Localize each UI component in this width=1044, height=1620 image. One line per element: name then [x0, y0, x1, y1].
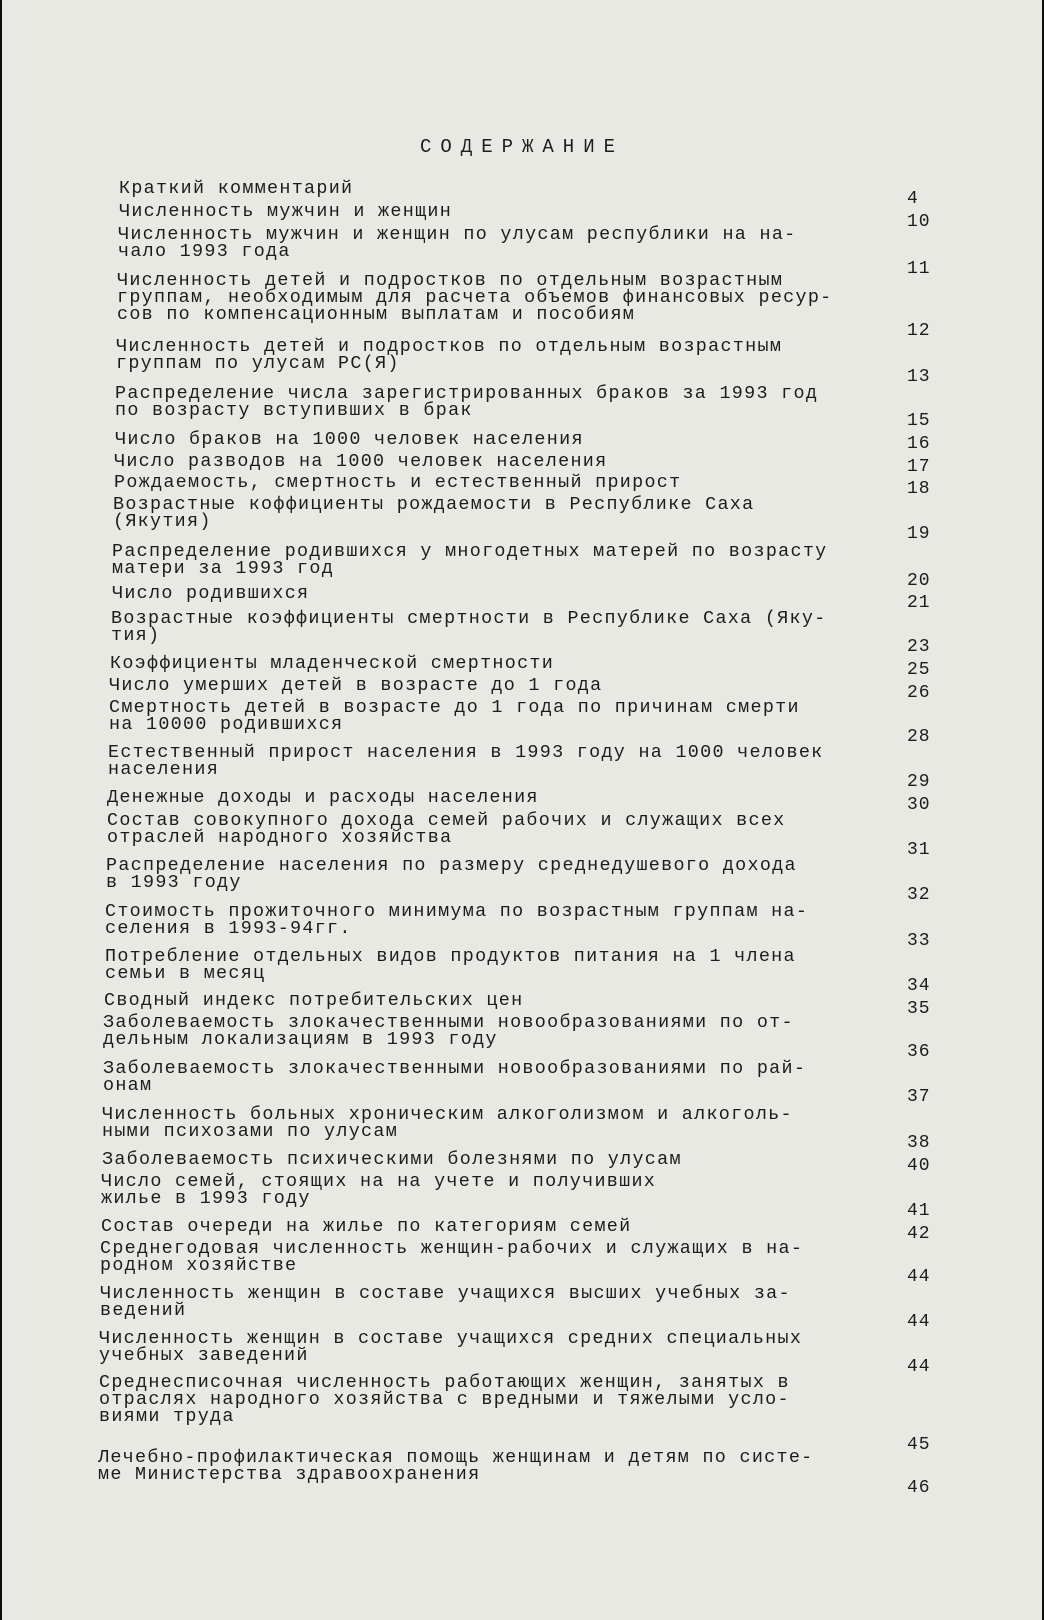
toc-entry-title: Состав очереди на жилье по категориям семей [101, 1216, 632, 1237]
toc-entry-title: Возрастные коффициенты рождаемости в Республике Саха (Якутия) [113, 494, 755, 532]
toc-entry-page: 26 [907, 683, 931, 703]
toc-entry-page: 36 [907, 1042, 931, 1062]
toc-entry-title: Число семей, стоящих на на учете и получивших жилье в 1993 году [101, 1171, 657, 1209]
toc-entry-title: Заболеваемость злокачественными новообразованиями по от- дельным локализациям в 1993 году [103, 1012, 794, 1050]
toc-entry-title: Стоимость прожиточного минимума по возрастным группам на- селения в 1993-94гг. [105, 901, 809, 939]
toc-entry-page: 19 [907, 524, 931, 544]
toc-entry-title: Число умерших детей в возрасте до 1 года [109, 675, 603, 696]
toc-entry-page: 18 [907, 479, 931, 499]
toc-entry-page: 16 [907, 434, 931, 454]
toc-entry-page: 28 [907, 727, 931, 747]
toc-entry-page: 33 [907, 931, 931, 951]
toc-entry-title: Заболеваемость психическими болезнями по улусам [102, 1149, 682, 1170]
toc-entry-page: 41 [907, 1201, 931, 1221]
toc-entry-title: Численность женщин в составе учащихся средних специальных учебных заведений [99, 1328, 803, 1366]
toc-entry-page: 4 [907, 189, 919, 209]
document-page [2, 0, 1042, 1620]
toc-entry-page: 10 [907, 212, 931, 232]
toc-entry-title: Возрастные коэффициенты смертности в Республике Саха (Яку- тия) [111, 608, 827, 646]
toc-entry-title: Смертность детей в возрасте до 1 года по причинам смерти на 10000 родившихся [109, 697, 800, 735]
toc-entry-title: Состав совокупного дохода семей рабочих и служащих всех отраслей народного хозяйства [107, 810, 786, 848]
toc-entry-title: Лечебно-профилактическая помощь женщинам и детям по систе- ме Министерства здравоохранения [98, 1447, 814, 1485]
toc-entry-page: 37 [907, 1087, 931, 1107]
toc-entry-page: 15 [907, 411, 931, 431]
toc-entry-title: Число разводов на 1000 человек населения [114, 451, 608, 472]
toc-entry-page: 23 [907, 637, 931, 657]
toc-entry-title: Численность женщин в составе учащихся высших учебных за- ведений [100, 1283, 791, 1321]
toc-entry-title: Численность детей и подростков по отдельным возрастным группам, необходимым для расчета объемов финансовых ресур- сов по компенсационным выплатам и пособиям [117, 270, 833, 325]
toc-entry-title: Краткий комментарий [119, 178, 354, 199]
toc-entry-title: Численность мужчин и женщин [119, 201, 453, 222]
toc-entry-page: 17 [907, 457, 931, 477]
toc-entry-title: Распределение числа зарегистрированных браков за 1993 год по возрасту вступивших в брак [115, 383, 819, 421]
table-of-contents [2, 0, 1042, 1620]
toc-entry-page: 44 [907, 1357, 931, 1377]
toc-entry-title: Численность мужчин и женщин по улусам республики на на- чало 1993 года [118, 224, 797, 262]
toc-entry-title: Денежные доходы и расходы населения [107, 787, 539, 808]
toc-entry-page: 44 [907, 1312, 931, 1332]
toc-entry-title: Распределение населения по размеру среднедушевого дохода в 1993 году [106, 855, 797, 893]
toc-entry-title: Численность больных хроническим алкоголизмом и алкоголь- ными психозами по улусам [102, 1104, 793, 1142]
toc-entry-page: 42 [907, 1224, 931, 1244]
toc-entry-page: 45 [907, 1435, 931, 1455]
toc-entry-page: 31 [907, 840, 931, 860]
toc-entry-page: 46 [907, 1478, 931, 1498]
toc-entry-page: 25 [907, 660, 931, 680]
toc-entry-title: Число браков на 1000 человек населения [115, 429, 584, 450]
toc-entry-page: 44 [907, 1267, 931, 1287]
toc-entry-title: Среднесписочная численность работающих женщин, занятых в отраслях народного хозяйства с вредными и тяжелыми усло- виями труда [99, 1372, 790, 1427]
toc-entry-page: 35 [907, 999, 931, 1019]
toc-entry-page: 13 [907, 367, 931, 387]
toc-entry-title: Заболеваемость злокачественными новообразованиями по рай- онам [103, 1058, 807, 1096]
toc-entry-page: 29 [907, 772, 931, 792]
toc-entry-page: 32 [907, 885, 931, 905]
page-title: СОДЕРЖАНИЕ [419, 136, 625, 158]
toc-entry-title: Сводный индекс потребительских цен [104, 990, 524, 1011]
toc-entry-title: Число родившихся [112, 583, 310, 604]
toc-entry-page: 34 [907, 976, 931, 996]
toc-entry-title: Среднегодовая численность женщин-рабочих и служащих в на- родном хозяйстве [100, 1238, 804, 1276]
toc-entry-title: Естественный прирост населения в 1993 году на 1000 человек населения [108, 742, 824, 780]
toc-entry-page: 12 [907, 321, 931, 341]
toc-entry-page: 38 [907, 1133, 931, 1153]
toc-entry-title: Распределение родившихся у многодетных матерей по возрасту матери за 1993 год [112, 541, 828, 579]
toc-entry-page: 20 [907, 571, 931, 591]
toc-entry-page: 30 [907, 795, 931, 815]
toc-entry-title: Коэффициенты младенческой смертности [110, 653, 555, 674]
toc-entry-title: Потребление отдельных видов продуктов питания на 1 члена семьи в месяц [105, 946, 796, 984]
toc-entry-page: 11 [907, 259, 931, 279]
toc-entry-title: Численность детей и подростков по отдельным возрастным группам по улусам РС(Я) [116, 336, 783, 374]
toc-entry-title: Рождаемость, смертность и естественный прирост [114, 472, 682, 493]
toc-entry-page: 40 [907, 1156, 931, 1176]
toc-entry-page: 21 [907, 593, 931, 613]
